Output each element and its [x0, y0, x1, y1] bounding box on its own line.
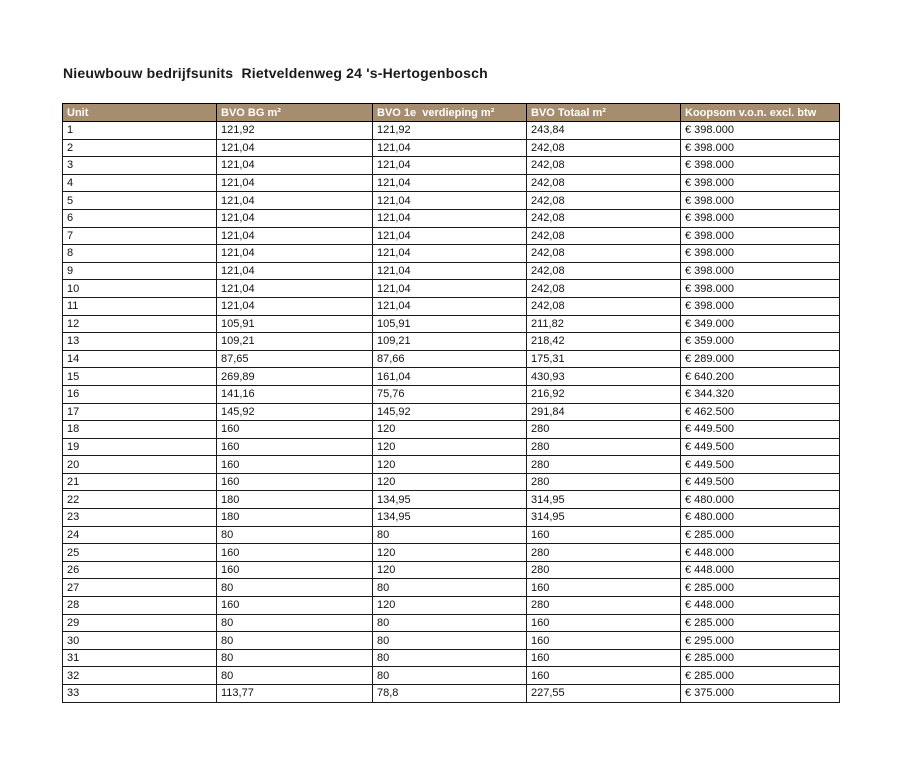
table-cell: 80	[373, 632, 527, 650]
table-cell: 32	[63, 667, 217, 685]
table-cell: € 449.500	[681, 456, 840, 474]
table-cell: 218,42	[527, 333, 681, 351]
table-cell: 28	[63, 597, 217, 615]
table-cell: 121,04	[217, 297, 373, 315]
table-cell: € 285.000	[681, 526, 840, 544]
table-cell: 121,04	[373, 227, 527, 245]
table-cell: 121,04	[217, 227, 373, 245]
table-cell: 78,8	[373, 685, 527, 703]
table-cell: 280	[527, 597, 681, 615]
table-row	[63, 632, 840, 650]
table-row	[63, 456, 840, 474]
table-head-row	[63, 104, 840, 122]
table-cell: 105,91	[373, 315, 527, 333]
table-cell: € 449.500	[681, 473, 840, 491]
table-cell: € 285.000	[681, 579, 840, 597]
table-cell: 26	[63, 561, 217, 579]
table-cell: 160	[217, 473, 373, 491]
table-cell: 242,08	[527, 192, 681, 210]
table-cell: € 449.500	[681, 438, 840, 456]
table-cell: 19	[63, 438, 217, 456]
table-cell: 3	[63, 157, 217, 175]
table-cell: 121,04	[217, 139, 373, 157]
table-cell: € 480.000	[681, 509, 840, 527]
table-cell: 1	[63, 122, 217, 140]
table-row	[63, 579, 840, 597]
table-cell: 160	[217, 456, 373, 474]
table-cell: € 398.000	[681, 245, 840, 263]
table-cell: € 398.000	[681, 280, 840, 298]
table-cell: 121,04	[373, 192, 527, 210]
table-cell: 121,04	[217, 262, 373, 280]
table-cell: 160	[217, 561, 373, 579]
table-cell: 280	[527, 438, 681, 456]
table-cell: € 462.500	[681, 403, 840, 421]
table-cell: 109,21	[373, 333, 527, 351]
table-cell: 20	[63, 456, 217, 474]
table-row	[63, 385, 840, 403]
table-cell: 5	[63, 192, 217, 210]
table-cell: € 359.000	[681, 333, 840, 351]
table-row	[63, 597, 840, 615]
table-cell: € 398.000	[681, 227, 840, 245]
table-cell: € 448.000	[681, 561, 840, 579]
column-header: Koopsom v.o.n. excl. btw	[681, 104, 840, 122]
table-cell: 141,16	[217, 385, 373, 403]
table-cell: 243,84	[527, 122, 681, 140]
table-row	[63, 122, 840, 140]
table-cell: 180	[217, 491, 373, 509]
table-cell: 121,04	[373, 209, 527, 227]
table-cell: 120	[373, 597, 527, 615]
table-cell: € 398.000	[681, 122, 840, 140]
table-cell: 22	[63, 491, 217, 509]
table-cell: 17	[63, 403, 217, 421]
table-cell: 11	[63, 297, 217, 315]
column-header: BVO BG m²	[217, 104, 373, 122]
table-row	[63, 685, 840, 703]
table-row	[63, 280, 840, 298]
table-cell: 145,92	[373, 403, 527, 421]
table-cell: 80	[217, 579, 373, 597]
table-cell: € 398.000	[681, 174, 840, 192]
table-cell: 120	[373, 438, 527, 456]
table-cell: 80	[217, 526, 373, 544]
table-cell: 24	[63, 526, 217, 544]
table-cell: 80	[373, 526, 527, 544]
table-cell: € 285.000	[681, 649, 840, 667]
table-cell: 121,04	[217, 209, 373, 227]
table-cell: 160	[217, 544, 373, 562]
table-cell: 105,91	[217, 315, 373, 333]
table-row	[63, 174, 840, 192]
table-cell: 269,89	[217, 368, 373, 386]
table-row	[63, 139, 840, 157]
table-cell: 109,21	[217, 333, 373, 351]
units-table	[62, 103, 840, 703]
table-cell: 314,95	[527, 509, 681, 527]
table-cell: 160	[527, 667, 681, 685]
table-cell: 121,04	[373, 297, 527, 315]
table-cell: 160	[527, 632, 681, 650]
table-row	[63, 368, 840, 386]
table-row	[63, 473, 840, 491]
table-cell: € 375.000	[681, 685, 840, 703]
table-cell: 242,08	[527, 157, 681, 175]
table-cell: 160	[217, 597, 373, 615]
table-cell: 2	[63, 139, 217, 157]
table-cell: 29	[63, 614, 217, 632]
table-cell: 161,04	[373, 368, 527, 386]
table-cell: 15	[63, 368, 217, 386]
table-cell: 80	[373, 579, 527, 597]
table-cell: 242,08	[527, 297, 681, 315]
table-cell: 160	[527, 649, 681, 667]
table-cell: € 349.000	[681, 315, 840, 333]
table-cell: 121,04	[373, 139, 527, 157]
table-cell: 211,82	[527, 315, 681, 333]
table-cell: 160	[217, 421, 373, 439]
table-cell: 280	[527, 456, 681, 474]
table-cell: 80	[217, 632, 373, 650]
table-cell: 160	[527, 526, 681, 544]
table-row	[63, 209, 840, 227]
column-header: BVO 1e verdieping m²	[373, 104, 527, 122]
table-row	[63, 157, 840, 175]
table-cell: 121,04	[217, 174, 373, 192]
table-row	[63, 438, 840, 456]
table-cell: 121,04	[217, 192, 373, 210]
table-cell: € 448.000	[681, 544, 840, 562]
table-cell: 121,92	[373, 122, 527, 140]
table-row	[63, 315, 840, 333]
table-cell: 80	[217, 649, 373, 667]
table-row	[63, 491, 840, 509]
table-cell: 14	[63, 350, 217, 368]
table-cell: € 449.500	[681, 421, 840, 439]
table-cell: 280	[527, 473, 681, 491]
table-cell: 242,08	[527, 262, 681, 280]
table-cell: 242,08	[527, 174, 681, 192]
table-cell: 30	[63, 632, 217, 650]
table-cell: 80	[373, 614, 527, 632]
table-cell: 8	[63, 245, 217, 263]
table-cell: 145,92	[217, 403, 373, 421]
table-cell: € 344.320	[681, 385, 840, 403]
table-cell: 21	[63, 473, 217, 491]
table-cell: € 480.000	[681, 491, 840, 509]
table-row	[63, 227, 840, 245]
table-cell: 120	[373, 473, 527, 491]
table-cell: 13	[63, 333, 217, 351]
table-row	[63, 649, 840, 667]
table-cell: 280	[527, 544, 681, 562]
table-cell: 242,08	[527, 209, 681, 227]
table-cell: 27	[63, 579, 217, 597]
table-cell: 242,08	[527, 280, 681, 298]
table-cell: 113,77	[217, 685, 373, 703]
table-cell: € 289.000	[681, 350, 840, 368]
table-cell: 121,04	[217, 245, 373, 263]
table-cell: 9	[63, 262, 217, 280]
table-row	[63, 544, 840, 562]
table-cell: € 285.000	[681, 667, 840, 685]
table-cell: 134,95	[373, 491, 527, 509]
table-cell: 180	[217, 509, 373, 527]
column-header: Unit	[63, 104, 217, 122]
table-cell: 242,08	[527, 245, 681, 263]
table-cell: 75,76	[373, 385, 527, 403]
table-cell: 121,04	[217, 280, 373, 298]
table-row	[63, 297, 840, 315]
table-cell: 16	[63, 385, 217, 403]
table-cell: 120	[373, 421, 527, 439]
table-cell: € 295.000	[681, 632, 840, 650]
table-cell: 7	[63, 227, 217, 245]
column-header: BVO Totaal m²	[527, 104, 681, 122]
table-cell: 242,08	[527, 227, 681, 245]
table-cell: 121,04	[373, 157, 527, 175]
table-cell: 6	[63, 209, 217, 227]
table-cell: € 398.000	[681, 157, 840, 175]
table-cell: € 398.000	[681, 262, 840, 280]
table-cell: 120	[373, 544, 527, 562]
table-cell: 121,04	[373, 245, 527, 263]
table-cell: 80	[217, 667, 373, 685]
table-cell: € 398.000	[681, 297, 840, 315]
table-cell: 314,95	[527, 491, 681, 509]
table-cell: 291,84	[527, 403, 681, 421]
table-cell: 10	[63, 280, 217, 298]
table-cell: 31	[63, 649, 217, 667]
table-cell: 4	[63, 174, 217, 192]
table-row	[63, 667, 840, 685]
table-row	[63, 192, 840, 210]
table-row	[63, 561, 840, 579]
table-body	[63, 122, 840, 703]
table-cell: 121,04	[373, 262, 527, 280]
table-cell: 121,04	[373, 174, 527, 192]
table-cell: 121,92	[217, 122, 373, 140]
table-cell: 18	[63, 421, 217, 439]
table-row	[63, 333, 840, 351]
table-cell: 160	[527, 614, 681, 632]
table-row	[63, 614, 840, 632]
table-cell: 120	[373, 561, 527, 579]
table-cell: 33	[63, 685, 217, 703]
table-cell: 23	[63, 509, 217, 527]
table-cell: € 448.000	[681, 597, 840, 615]
table-cell: 280	[527, 421, 681, 439]
table-cell: 121,04	[373, 280, 527, 298]
table-cell: 80	[217, 614, 373, 632]
table-row	[63, 421, 840, 439]
table-cell: € 398.000	[681, 192, 840, 210]
table-cell: 25	[63, 544, 217, 562]
table-row	[63, 245, 840, 263]
table-cell: 12	[63, 315, 217, 333]
table-cell: 134,95	[373, 509, 527, 527]
table-cell: 216,92	[527, 385, 681, 403]
table-cell: 160	[217, 438, 373, 456]
table-row	[63, 403, 840, 421]
table-cell: 80	[373, 667, 527, 685]
table-cell: € 398.000	[681, 209, 840, 227]
page-title: Nieuwbouw bedrijfsunits Rietveldenweg 24 's-Hertogenbosch	[63, 65, 488, 81]
table-cell: 175,31	[527, 350, 681, 368]
table-cell: 160	[527, 579, 681, 597]
table-cell: 80	[373, 649, 527, 667]
table-cell: 430,93	[527, 368, 681, 386]
table-row	[63, 509, 840, 527]
table-cell: € 285.000	[681, 614, 840, 632]
table-cell: € 398.000	[681, 139, 840, 157]
table-row	[63, 350, 840, 368]
table-cell: € 640.200	[681, 368, 840, 386]
table-cell: 87,65	[217, 350, 373, 368]
table-cell: 280	[527, 561, 681, 579]
table-cell: 120	[373, 456, 527, 474]
table-cell: 121,04	[217, 157, 373, 175]
table-row	[63, 526, 840, 544]
table-cell: 242,08	[527, 139, 681, 157]
table-row	[63, 262, 840, 280]
table-cell: 87,66	[373, 350, 527, 368]
table-cell: 227,55	[527, 685, 681, 703]
